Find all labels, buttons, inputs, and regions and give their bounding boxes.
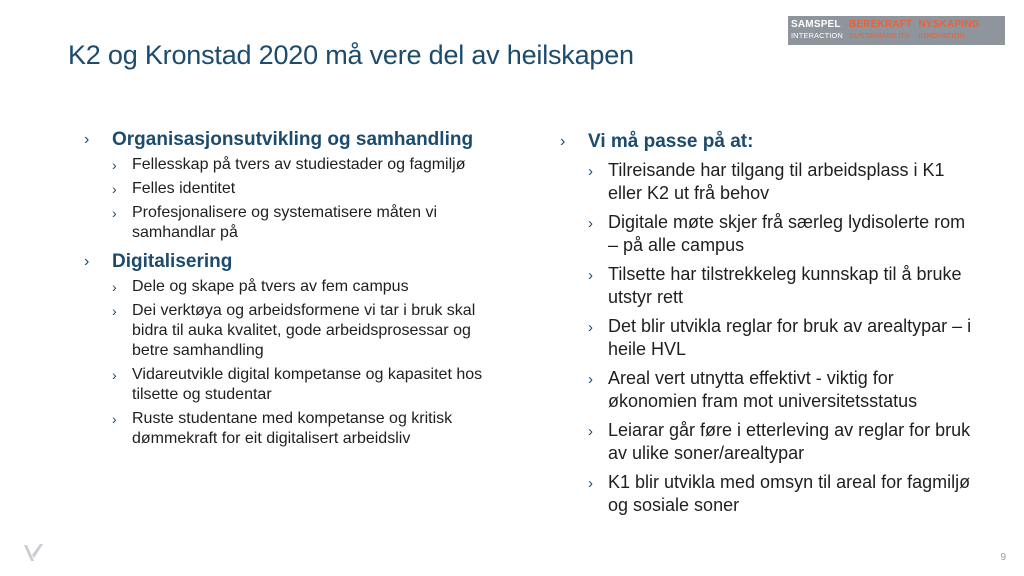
- chevron-right-icon: ›: [112, 157, 117, 173]
- list-item-text: Felles identitet: [132, 180, 236, 197]
- list-item: [112, 409, 504, 449]
- right-column: [560, 131, 980, 517]
- list-item-text: Profesjonalisere og systematisere måten vi samhandlar på: [132, 204, 438, 241]
- logo-word-big: SAMSPEL: [791, 19, 841, 30]
- chevron-right-icon: ›: [112, 303, 117, 319]
- chevron-right-icon: ›: [588, 423, 593, 440]
- list-item: [112, 155, 504, 175]
- list-item-text: Dei verktøya og arbeidsformene vi tar i bruk skal bidra til auka kvalitet, gode arbeidsprosessar og betre samhandling: [132, 302, 476, 359]
- chevron-right-icon: ›: [112, 205, 117, 221]
- list-item-text: Leiarar går føre i etterleving av reglar for bruk av ulike soner/arealtypar: [608, 420, 971, 463]
- list-item: [588, 419, 980, 465]
- left-column: [84, 129, 504, 449]
- chevron-right-icon: ›: [560, 133, 566, 150]
- list-item-text: Dele og skape på tvers av fem campus: [132, 278, 409, 295]
- list-item-text: Areal vert utnytta effektivt - viktig for økonomien fram mot universitetsstatus: [608, 368, 918, 411]
- list-item-text: Det blir utvikla reglar for bruk av arealtypar – i heile HVL: [608, 316, 972, 359]
- list-item: [588, 211, 980, 257]
- chevron-right-icon: ›: [84, 253, 90, 270]
- chevron-right-icon: ›: [588, 475, 593, 492]
- samspel-logo: [788, 16, 1005, 45]
- list-item-text: Tilsette har tilstrekkeleg kunnskap til å bruke utstyr rett: [608, 264, 962, 307]
- list-item: [588, 159, 980, 205]
- chevron-right-icon: ›: [112, 411, 117, 427]
- hvl-logo-mark-icon: [22, 542, 46, 564]
- logo-word-small: INNOVATION: [918, 31, 965, 40]
- list-item: [112, 179, 504, 199]
- chevron-right-icon: ›: [588, 319, 593, 336]
- list-item: [112, 203, 504, 243]
- list-item: [588, 367, 980, 413]
- section-organisasjonsutvikling: [84, 129, 504, 243]
- list-item: [588, 471, 980, 517]
- list-item: [112, 301, 504, 361]
- chevron-right-icon: ›: [112, 181, 117, 197]
- chevron-right-icon: ›: [112, 279, 117, 295]
- chevron-right-icon: ›: [112, 367, 117, 383]
- slide-title: K2 og Kronstad 2020 må vere del av heilskapen: [68, 40, 634, 70]
- logo-word-big: NYSKAPING: [918, 19, 980, 30]
- list-item: [588, 263, 980, 309]
- list-item-text: Ruste studentane med kompetanse og kritisk dømmekraft for eit digitalisert arbeidsliv: [132, 410, 453, 447]
- list-item: [112, 365, 504, 405]
- chevron-right-icon: ›: [84, 131, 90, 148]
- section-heading: Organisasjonsutvikling og samhandling: [112, 129, 474, 150]
- logo-word-samspel: [791, 19, 843, 40]
- list-item: [112, 277, 504, 297]
- list-item-text: Vidareutvikle digital kompetanse og kapasitet hos tilsette og studentar: [132, 366, 483, 403]
- list-item-text: Digitale møte skjer frå særleg lydisolerte rom – på alle campus: [608, 212, 966, 255]
- section-digitalisering: [84, 251, 504, 449]
- section-heading: Digitalisering: [112, 251, 233, 272]
- chevron-right-icon: ›: [588, 371, 593, 388]
- logo-word-small: SUSTAINABILITY: [848, 31, 911, 40]
- chevron-right-icon: ›: [588, 163, 593, 180]
- logo-word-nyskaping: [918, 19, 979, 40]
- chevron-right-icon: ›: [588, 267, 593, 284]
- list-item-text: Tilreisande har tilgang til arbeidsplass i K1 eller K2 ut frå behov: [608, 160, 945, 203]
- section-vi-ma-passe-pa: [560, 131, 980, 517]
- list-item: [588, 315, 980, 361]
- chevron-right-icon: ›: [588, 215, 593, 232]
- list-item-text: Fellesskap på tvers av studiestader og fagmiljø: [132, 156, 466, 173]
- logo-word-big: BEREKRAFT: [848, 19, 913, 30]
- logo-word-berekraft: [849, 19, 912, 40]
- list-item-text: K1 blir utvikla med omsyn til areal for fagmiljø og sosiale soner: [608, 472, 971, 515]
- page-number: 9: [1000, 552, 1006, 563]
- logo-word-small: INTERACTION: [791, 31, 843, 40]
- section-heading: Vi må passe på at:: [588, 131, 754, 152]
